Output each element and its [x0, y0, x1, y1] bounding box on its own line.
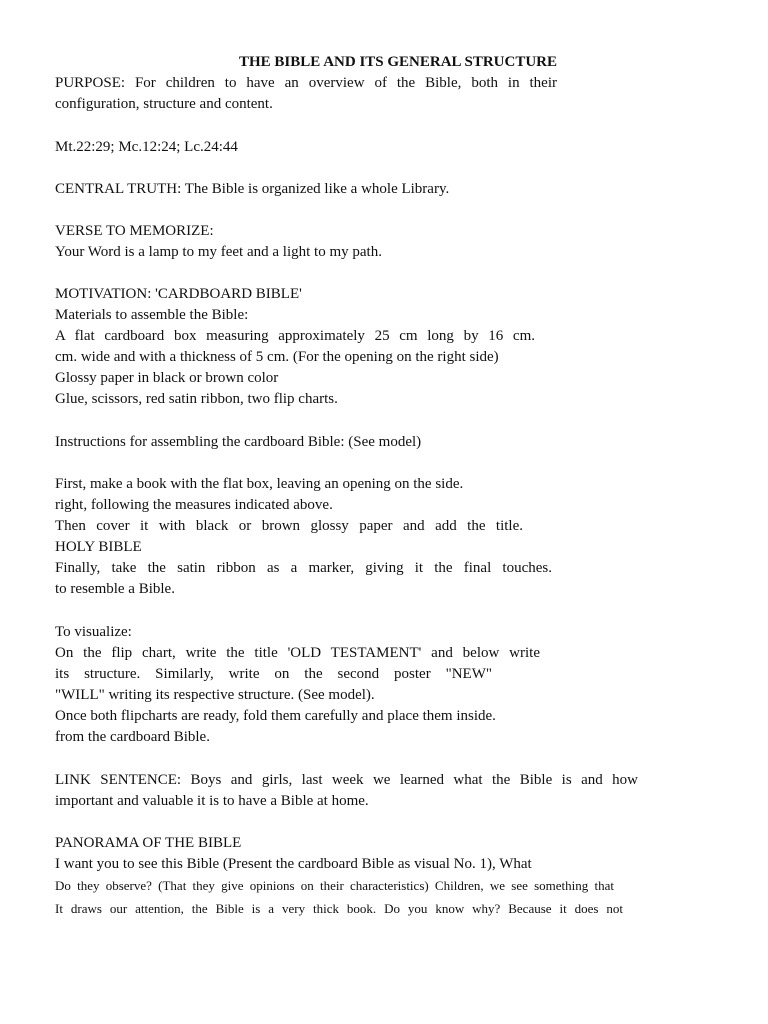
materials-line-3: Glossy paper in black or brown color [55, 370, 279, 386]
purpose-line-2: configuration, structure and content. [55, 96, 273, 112]
instructions-line-1: First, make a book with the flat box, leaving an opening on the side. [55, 476, 464, 492]
motivation-heading: MOTIVATION: 'CARDBOARD BIBLE' [55, 286, 302, 302]
instructions-heading: Instructions for assembling the cardboard Bible: (See model) [55, 434, 422, 450]
visualize-line-4: Once both flipcharts are ready, fold them carefully and place them inside. [55, 708, 496, 724]
materials-line-1: A flat cardboard box measuring approximately 25 cm long by 16 cm. [55, 328, 535, 344]
instructions-line-2: right, following the measures indicated above. [55, 497, 333, 513]
link-sentence-line-1: LINK SENTENCE: Boys and girls, last week we learned what the Bible is and how [55, 772, 638, 788]
instructions-line-3: Then cover it with black or brown glossy paper and add the title. [55, 518, 523, 534]
document-title: THE BIBLE AND ITS GENERAL STRUCTURE [238, 54, 557, 70]
panorama-heading: PANORAMA OF THE BIBLE [55, 835, 242, 851]
central-truth: CENTRAL TRUTH: The Bible is organized like a whole Library. [55, 181, 450, 197]
memory-verse: Your Word is a lamp to my feet and a light to my path. [55, 244, 382, 260]
materials-line-4: Glue, scissors, red satin ribbon, two flip charts. [55, 391, 338, 407]
bible-references: Mt.22:29; Mc.12:24; Lc.24:44 [55, 139, 238, 155]
materials-heading: Materials to assemble the Bible: [55, 307, 249, 323]
instructions-line-4: HOLY BIBLE [55, 539, 142, 555]
materials-line-2: cm. wide and with a thickness of 5 cm. (For the opening on the right side) [55, 349, 499, 365]
panorama-line-1: I want you to see this Bible (Present the cardboard Bible as visual No. 1), What [55, 856, 532, 872]
visualize-line-3: "WILL" writing its respective structure. (See model). [55, 687, 375, 703]
instructions-line-6: to resemble a Bible. [55, 581, 175, 597]
link-sentence-line-2: important and valuable it is to have a Bible at home. [55, 793, 369, 809]
visualize-heading: To visualize: [55, 624, 132, 640]
instructions-line-5: Finally, take the satin ribbon as a marker, giving it the final touches. [55, 560, 552, 576]
purpose-line-1: PURPOSE: For children to have an overview of the Bible, both in their [55, 75, 557, 91]
visualize-line-1: On the flip chart, write the title 'OLD TESTAMENT' and below write [55, 645, 540, 661]
verse-heading: VERSE TO MEMORIZE: [55, 223, 214, 239]
visualize-line-5: from the cardboard Bible. [55, 729, 210, 745]
panorama-line-3: It draws our attention, the Bible is a very thick book. Do you know why? Because it does not [55, 901, 623, 916]
panorama-line-2: Do they observe? (That they give opinions on their characteristics) Children, we see something that [55, 878, 614, 893]
visualize-line-2: its structure. Similarly, write on the second poster "NEW" [55, 666, 492, 682]
